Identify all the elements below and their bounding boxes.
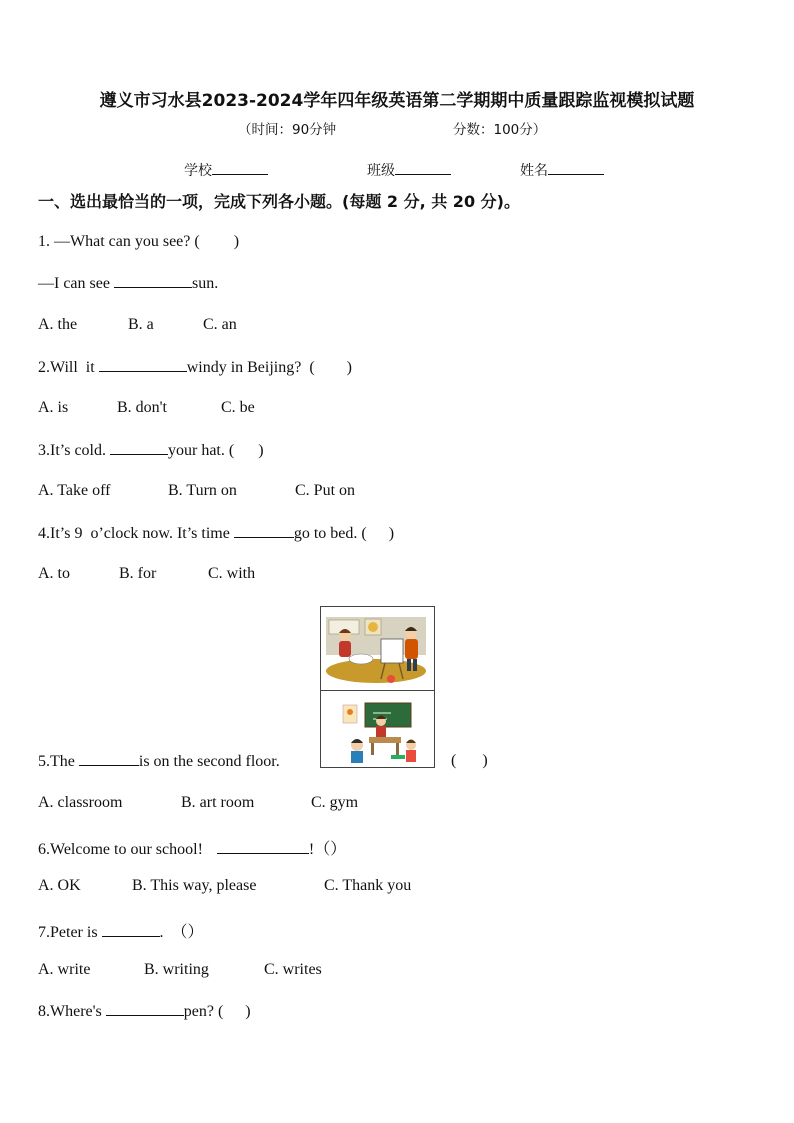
exam-score: 分数：100分） xyxy=(453,122,547,138)
q8-blank xyxy=(106,1002,184,1016)
q7-option-c: C. writes xyxy=(264,961,322,978)
q7-text-pre: 7.Peter is xyxy=(38,924,102,941)
question-5-stem xyxy=(38,752,280,771)
question-8-stem xyxy=(38,1002,251,1021)
question-1-answer-line xyxy=(38,274,218,293)
question-3-options xyxy=(38,482,355,500)
q5-option-b: B. art room xyxy=(181,794,255,811)
q5-option-c: C. gym xyxy=(311,794,359,811)
q3-option-a: A. Take off xyxy=(38,482,111,499)
q2-paren-close: ) xyxy=(346,359,352,376)
q7-blank xyxy=(102,923,160,937)
q1-paren-close: ) xyxy=(233,233,240,250)
question-5-options xyxy=(38,794,358,812)
q6-option-a: A. OK xyxy=(38,877,81,894)
q2-option-b: B. don't xyxy=(117,399,167,416)
q1-text: 1. —What can you see? ( xyxy=(38,233,200,250)
q2-text-post: windy in Beijing? ( xyxy=(186,359,315,376)
q1-option-a: A. the xyxy=(38,316,78,333)
picture-divider xyxy=(321,690,434,691)
q3-text-pre: 3.It’s cold. xyxy=(38,442,110,459)
question-2-options xyxy=(38,399,255,417)
name-field xyxy=(520,160,604,180)
q2-option-a: A. is xyxy=(38,399,69,416)
q5-blank xyxy=(79,752,139,766)
question-1-stem xyxy=(38,233,239,251)
class-field xyxy=(367,160,451,180)
q1-answer-prefix: —I can see xyxy=(38,275,114,292)
section-heading: 一、选出最恰当的一项，完成下列各小题。(每题 2 分, 共 20 分)。 xyxy=(38,192,520,211)
q4-blank xyxy=(234,524,294,538)
q3-paren-close: ) xyxy=(258,442,264,459)
question-5-answer-paren xyxy=(451,752,488,770)
q4-option-a: A. to xyxy=(38,565,70,582)
q2-option-c: C. be xyxy=(221,399,255,416)
school-label: 学校 xyxy=(184,163,212,179)
q5-paren-open: ( xyxy=(451,752,457,769)
q1-blank xyxy=(114,274,192,288)
q1-option-b: B. a xyxy=(128,316,154,333)
q6-blank xyxy=(217,840,309,854)
question-1-options xyxy=(38,316,237,334)
q4-option-b: B. for xyxy=(119,565,157,582)
q4-text-post: go to bed. ( xyxy=(293,525,367,542)
q3-option-b: B. Turn on xyxy=(168,482,237,499)
name-label: 姓名 xyxy=(520,163,548,179)
q4-option-c: C. with xyxy=(208,565,256,582)
question-6-stem xyxy=(38,836,346,859)
q8-text-pre: 8.Where's xyxy=(38,1003,106,1020)
q4-paren-close: ) xyxy=(388,525,395,542)
q1-answer-suffix: sun. xyxy=(191,275,219,292)
school-blank xyxy=(212,160,268,175)
q4-text-pre: 4.It’s 9 o’clock now. It’s time xyxy=(38,525,234,542)
q5-option-a: A. classroom xyxy=(38,794,123,811)
question-5-picture-box xyxy=(320,606,435,768)
school-field xyxy=(184,160,268,180)
q6-option-c: C. Thank you xyxy=(324,877,412,894)
q8-text-post: pen? ( xyxy=(183,1003,224,1020)
question-6-options xyxy=(38,877,411,895)
question-4-options xyxy=(38,565,255,583)
q3-blank xyxy=(110,441,168,455)
exam-time: （时间：90分钟 xyxy=(238,122,337,138)
q6-option-b: B. This way, please xyxy=(132,877,257,894)
page-title: 遵义市习水县2023-2024学年四年级英语第二学期期中质量跟踪监视模拟试题 xyxy=(99,91,695,111)
class-label: 班级 xyxy=(367,163,395,179)
q1-option-c: C. an xyxy=(203,316,237,333)
q5-text-pre: 5.The xyxy=(38,753,79,770)
q7-text-post: . （） xyxy=(159,924,204,941)
q3-text-post: your hat. ( xyxy=(168,442,235,459)
question-2-stem xyxy=(38,358,352,377)
q7-option-a: A. write xyxy=(38,961,91,978)
q6-text-pre: 6.Welcome to our school! xyxy=(38,841,203,858)
art-room-illustration xyxy=(321,609,434,689)
name-blank xyxy=(548,160,604,175)
question-4-stem xyxy=(38,524,394,543)
question-7-options xyxy=(38,961,322,979)
q7-option-b: B. writing xyxy=(144,961,209,978)
q8-paren-close: ) xyxy=(245,1003,251,1020)
question-3-stem xyxy=(38,441,264,460)
question-7-stem xyxy=(38,919,204,942)
classroom-illustration xyxy=(321,693,434,773)
q5-paren-close: ) xyxy=(482,752,488,769)
class-blank xyxy=(395,160,451,175)
q3-option-c: C. Put on xyxy=(295,482,356,499)
q2-text-pre: 2.Will it xyxy=(38,359,99,376)
q6-text-post: !（） xyxy=(308,841,347,858)
q2-blank xyxy=(99,358,187,372)
q5-text-post: is on the second floor. xyxy=(138,753,280,770)
